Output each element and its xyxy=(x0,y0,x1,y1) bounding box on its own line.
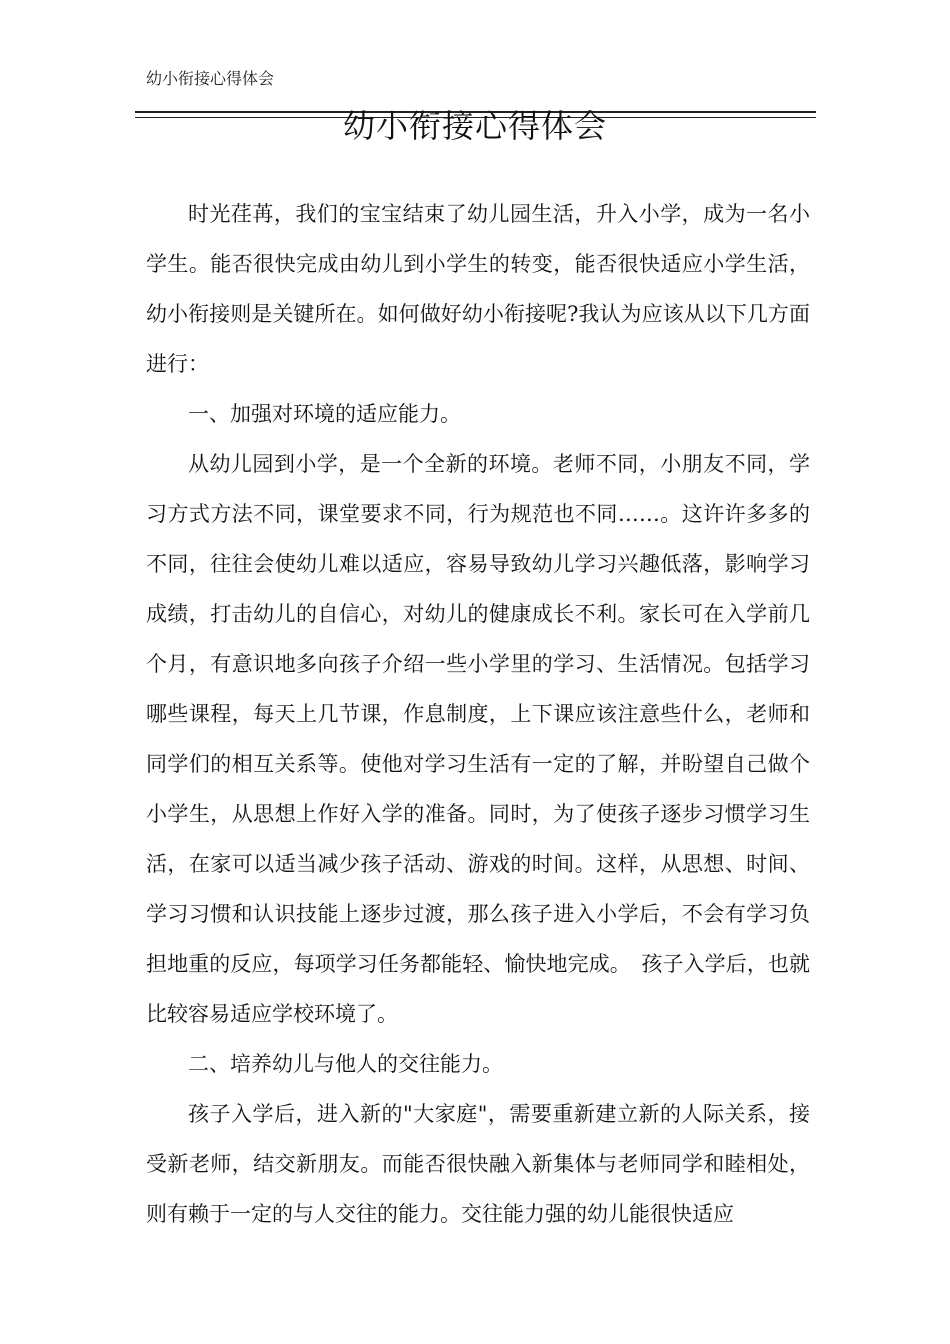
paragraph-section-2: 孩子入学后，进入新的"大家庭"，需要重新建立新的人际关系，接受新老师，结交新朋友。而能否很快融入新集体与老师同学和睦相处，则有赖于一定的与人交往的能力。交往能力强的幼儿能很快适应 xyxy=(146,1102,810,1226)
paragraph-section-1: 从幼儿园到小学，是一个全新的环境。老师不同，小朋友不同，学习方式方法不同，课堂要求不同，行为规范也不同……。这许许多多的不同，往往会使幼儿难以适应，容易导致幼儿学习兴趣低落，影响学习成绩，打击幼儿的自信心，对幼儿的健康成长不利。家长可在入学前几个月，有意识地多向孩子介绍一些小学里的学习、生活情况。包括学习哪些课程，每天上几节课，作息制度，上下课应该注意些什么，老师和同学们的相互关系等。使他对学习生活有一定的了解，并盼望自己做个小学生，从思想上作好入学的准备。同时，为了使孩子逐步习惯学习生活，在家可以适当减少孩子活动、游戏的时间。这样，从思想、时间、学习习惯和认识技能上逐步过渡，那么孩子进入小学后，不会有学习负担地重的反应，每项学习任务都能轻、愉快地完成。 孩子入学后，也就比较容易适应学校环境了。 xyxy=(146,452,810,1026)
document-title: 幼小衔接心得体会 xyxy=(342,107,607,145)
document-body xyxy=(146,189,810,1239)
paragraph-intro: 时光荏苒，我们的宝宝结束了幼儿园生活，升入小学，成为一名小学生。能否很快完成由幼儿到小学生的转变，能否很快适应小学生活，幼小衔接则是关键所在。如何做好幼小衔接呢?我认为应该从以下几方面进行： xyxy=(146,202,810,376)
running-header: 幼小衔接心得体会 xyxy=(146,69,275,88)
section-heading-1: 一、加强对环境的适应能力。 xyxy=(188,402,461,426)
section-heading-2: 二、培养幼儿与他人的交往能力。 xyxy=(188,1052,503,1076)
